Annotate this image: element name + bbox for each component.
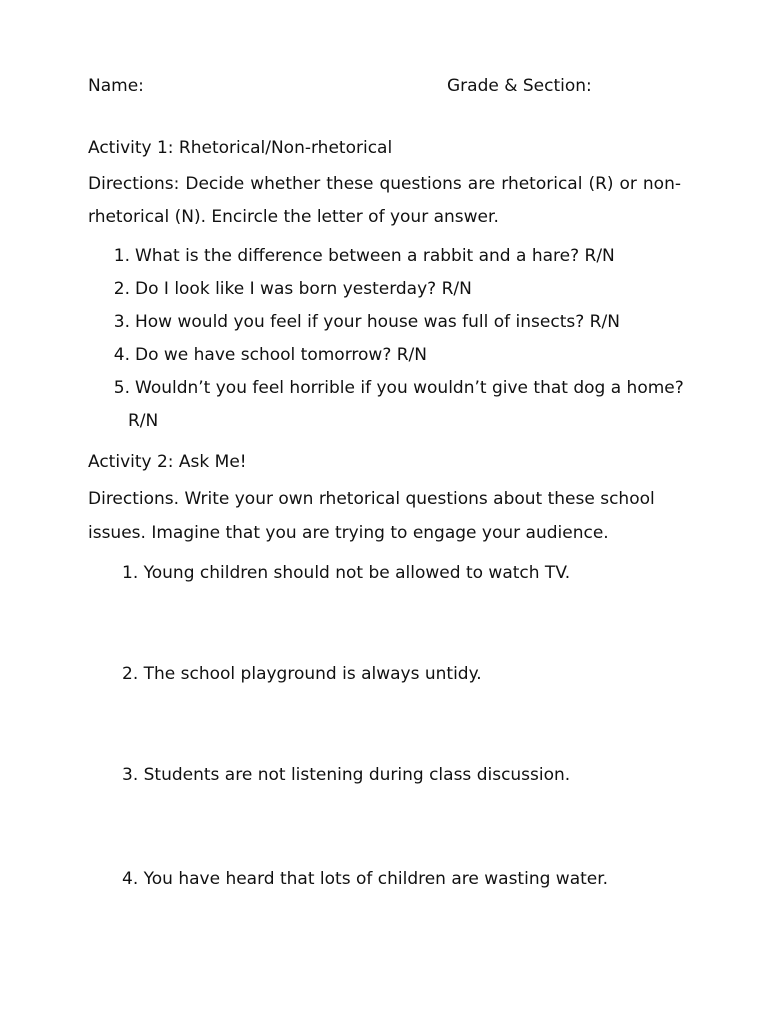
question-item (108, 372, 688, 405)
question-text: Wouldn’t you feel horrible if you wouldn’t give that dog a home? (135, 378, 684, 398)
issue-item: 3. Students are not listening during class discussion. (122, 765, 571, 785)
activity1-question-list (108, 240, 688, 438)
question-number: 4. (113, 345, 130, 365)
question-continuation (108, 405, 688, 438)
activity2-directions: Directions. Write your own rhetorical questions about these school issues. Imagine that you are trying to engage your audience. (88, 489, 655, 543)
question-answer-choice: R/N (128, 411, 159, 431)
activity2-title: Activity 2: Ask Me! (88, 452, 247, 472)
issue-item: 4. You have heard that lots of children are wasting water. (122, 869, 609, 889)
activity1-title: Activity 1: Rhetorical/Non-rhetorical (88, 138, 393, 158)
question-text: What is the difference between a rabbit and a hare? R/N (135, 246, 615, 266)
question-item (108, 306, 688, 339)
question-text: Do we have school tomorrow? R/N (135, 345, 428, 365)
question-item (108, 339, 688, 372)
question-number: 2. (113, 279, 130, 299)
issue-item: 1. Young children should not be allowed to watch TV. (122, 563, 571, 583)
issue-item: 2. The school playground is always untidy. (122, 664, 482, 684)
question-number: 3. (113, 312, 130, 332)
grade-section-label: Grade & Section: (447, 76, 592, 96)
activity1-directions: Directions: Decide whether these questions are rhetorical (R) or non-rhetorical (N). Encircle the letter of your answer. (88, 174, 681, 227)
question-item (108, 240, 688, 273)
question-item (108, 273, 688, 306)
question-text: Do I look like I was born yesterday? R/N (135, 279, 472, 299)
question-text: How would you feel if your house was full of insects? R/N (135, 312, 620, 332)
question-number: 1. (113, 246, 130, 266)
question-number: 5. (113, 378, 130, 398)
name-label: Name: (88, 76, 144, 96)
